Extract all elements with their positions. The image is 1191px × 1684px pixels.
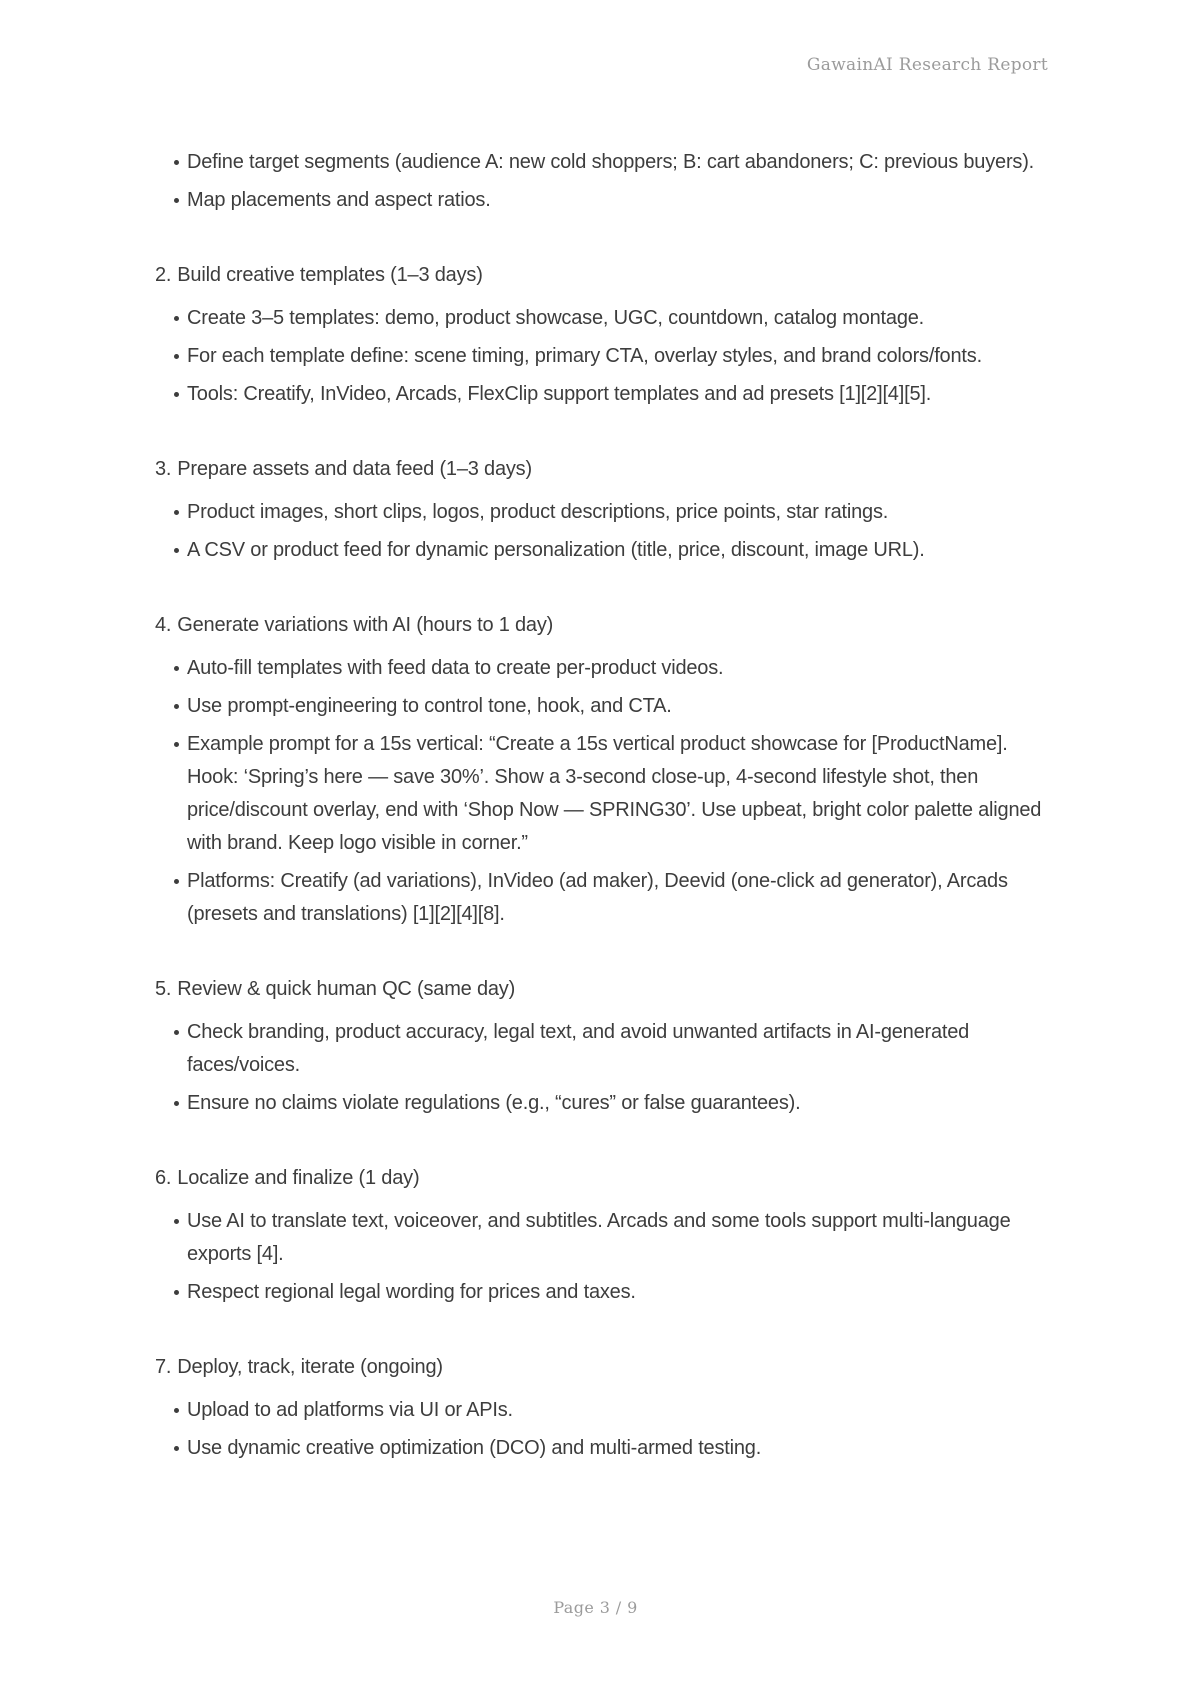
bullet-item [187, 865, 1048, 931]
section-2-bullet-list [155, 302, 1048, 411]
bullet-icon [174, 354, 179, 359]
bullet-text: A CSV or product feed for dynamic personalization (title, price, discount, image URL). [187, 539, 925, 561]
section-number: 4. [155, 614, 172, 636]
bullet-icon [174, 666, 179, 671]
bullet-text: Create 3–5 templates: demo, product showcase, UGC, countdown, catalog montage. [187, 307, 925, 329]
bullet-icon [174, 198, 179, 203]
section-2-heading [155, 259, 1048, 292]
bullet-item [187, 690, 1048, 723]
section-title: Deploy, track, iterate (ongoing) [177, 1356, 443, 1378]
bullet-text: Map placements and aspect ratios. [187, 189, 491, 211]
bullet-text: Respect regional legal wording for prices and taxes. [187, 1281, 636, 1303]
section-4-bullet-list [155, 652, 1048, 931]
section-number: 7. [155, 1356, 172, 1378]
bullet-item [187, 378, 1048, 411]
bullet-item [187, 1394, 1048, 1427]
bullet-icon [174, 1101, 179, 1106]
bullet-item [187, 496, 1048, 529]
bullet-text: Ensure no claims violate regulations (e.g., “cures” or false guarantees). [187, 1092, 801, 1114]
bullet-item [187, 1205, 1048, 1271]
section-7-bullet-list [155, 1394, 1048, 1465]
bullet-icon [174, 548, 179, 553]
bullet-text: Product images, short clips, logos, product descriptions, price points, star ratings. [187, 501, 889, 523]
bullet-item [187, 302, 1048, 335]
bullet-text: Platforms: Creatify (ad variations), InVideo (ad maker), Deevid (one-click ad generator), Arcads (presets and translations) [1][2][4][8]. [187, 870, 1008, 925]
bullet-text: Check branding, product accuracy, legal text, and avoid unwanted artifacts in AI-generated faces/voices. [187, 1021, 970, 1076]
section-6-heading [155, 1162, 1048, 1195]
bullet-text: Tools: Creatify, InVideo, Arcads, FlexClip support templates and ad presets [1][2][4][5]. [187, 383, 932, 405]
bullet-text: Upload to ad platforms via UI or APIs. [187, 1399, 513, 1421]
section-3-bullet-list [155, 496, 1048, 567]
bullet-item [187, 728, 1048, 860]
bullet-item [187, 1432, 1048, 1465]
bullet-item [187, 652, 1048, 685]
bullet-icon [174, 1446, 179, 1451]
section-2 [155, 259, 1048, 411]
bullet-icon [174, 316, 179, 321]
bullet-text: For each template define: scene timing, primary CTA, overlay styles, and brand colors/fonts. [187, 345, 982, 367]
section-5-bullet-list [155, 1016, 1048, 1120]
section-title: Prepare assets and data feed (1–3 days) [177, 458, 532, 480]
document-content [155, 146, 1048, 1470]
section-3-heading [155, 453, 1048, 486]
section-title: Review & quick human QC (same day) [177, 978, 516, 1000]
bullet-text: Auto-fill templates with feed data to create per-product videos. [187, 657, 724, 679]
section-title: Localize and finalize (1 day) [177, 1167, 420, 1189]
bullet-item [187, 184, 1048, 217]
bullet-item [187, 534, 1048, 567]
bullet-item [187, 340, 1048, 373]
section-7-heading [155, 1351, 1048, 1384]
bullet-item [187, 1087, 1048, 1120]
intro-bullet-list [155, 146, 1048, 217]
bullet-item [187, 146, 1048, 179]
bullet-text: Example prompt for a 15s vertical: “Create a 15s vertical product showcase for [ProductName]. Hook: ‘Spring’s here — save 30%’. Show a 3-second close-up, 4-second lifestyle shot, then price/discount overlay, end with ‘Shop Now — SPRING30’. Use upbeat, bright color palette aligned with brand. Keep logo visible in corner.” [187, 733, 1042, 854]
bullet-text: Use prompt-engineering to control tone, hook, and CTA. [187, 695, 672, 717]
bullet-icon [174, 1290, 179, 1295]
section-6 [155, 1162, 1048, 1309]
section-number: 6. [155, 1167, 172, 1189]
section-7 [155, 1351, 1048, 1465]
section-5-heading [155, 973, 1048, 1006]
section-number: 3. [155, 458, 172, 480]
bullet-icon [174, 510, 179, 515]
bullet-item [187, 1016, 1048, 1082]
bullet-text: Define target segments (audience A: new cold shoppers; B: cart abandoners; C: previous buyers). [187, 151, 1035, 173]
bullet-icon [174, 704, 179, 709]
bullet-icon [174, 742, 179, 747]
bullet-icon [174, 1030, 179, 1035]
section-3 [155, 453, 1048, 567]
section-title: Generate variations with AI (hours to 1 day) [177, 614, 554, 636]
section-number: 5. [155, 978, 172, 1000]
section-4 [155, 609, 1048, 931]
bullet-icon [174, 1219, 179, 1224]
section-6-bullet-list [155, 1205, 1048, 1309]
bullet-text: Use AI to translate text, voiceover, and subtitles. Arcads and some tools support multi-language exports [4]. [187, 1210, 1011, 1265]
bullet-icon [174, 392, 179, 397]
bullet-icon [174, 879, 179, 884]
bullet-icon [174, 1408, 179, 1413]
bullet-icon [174, 160, 179, 165]
section-4-heading [155, 609, 1048, 642]
report-header: GawainAI Research Report [806, 55, 1048, 75]
bullet-item [187, 1276, 1048, 1309]
section-title: Build creative templates (1–3 days) [177, 264, 483, 286]
page-number: Page 3 / 9 [553, 1598, 638, 1617]
section-number: 2. [155, 264, 172, 286]
bullet-text: Use dynamic creative optimization (DCO) and multi-armed testing. [187, 1437, 762, 1459]
section-5 [155, 973, 1048, 1120]
